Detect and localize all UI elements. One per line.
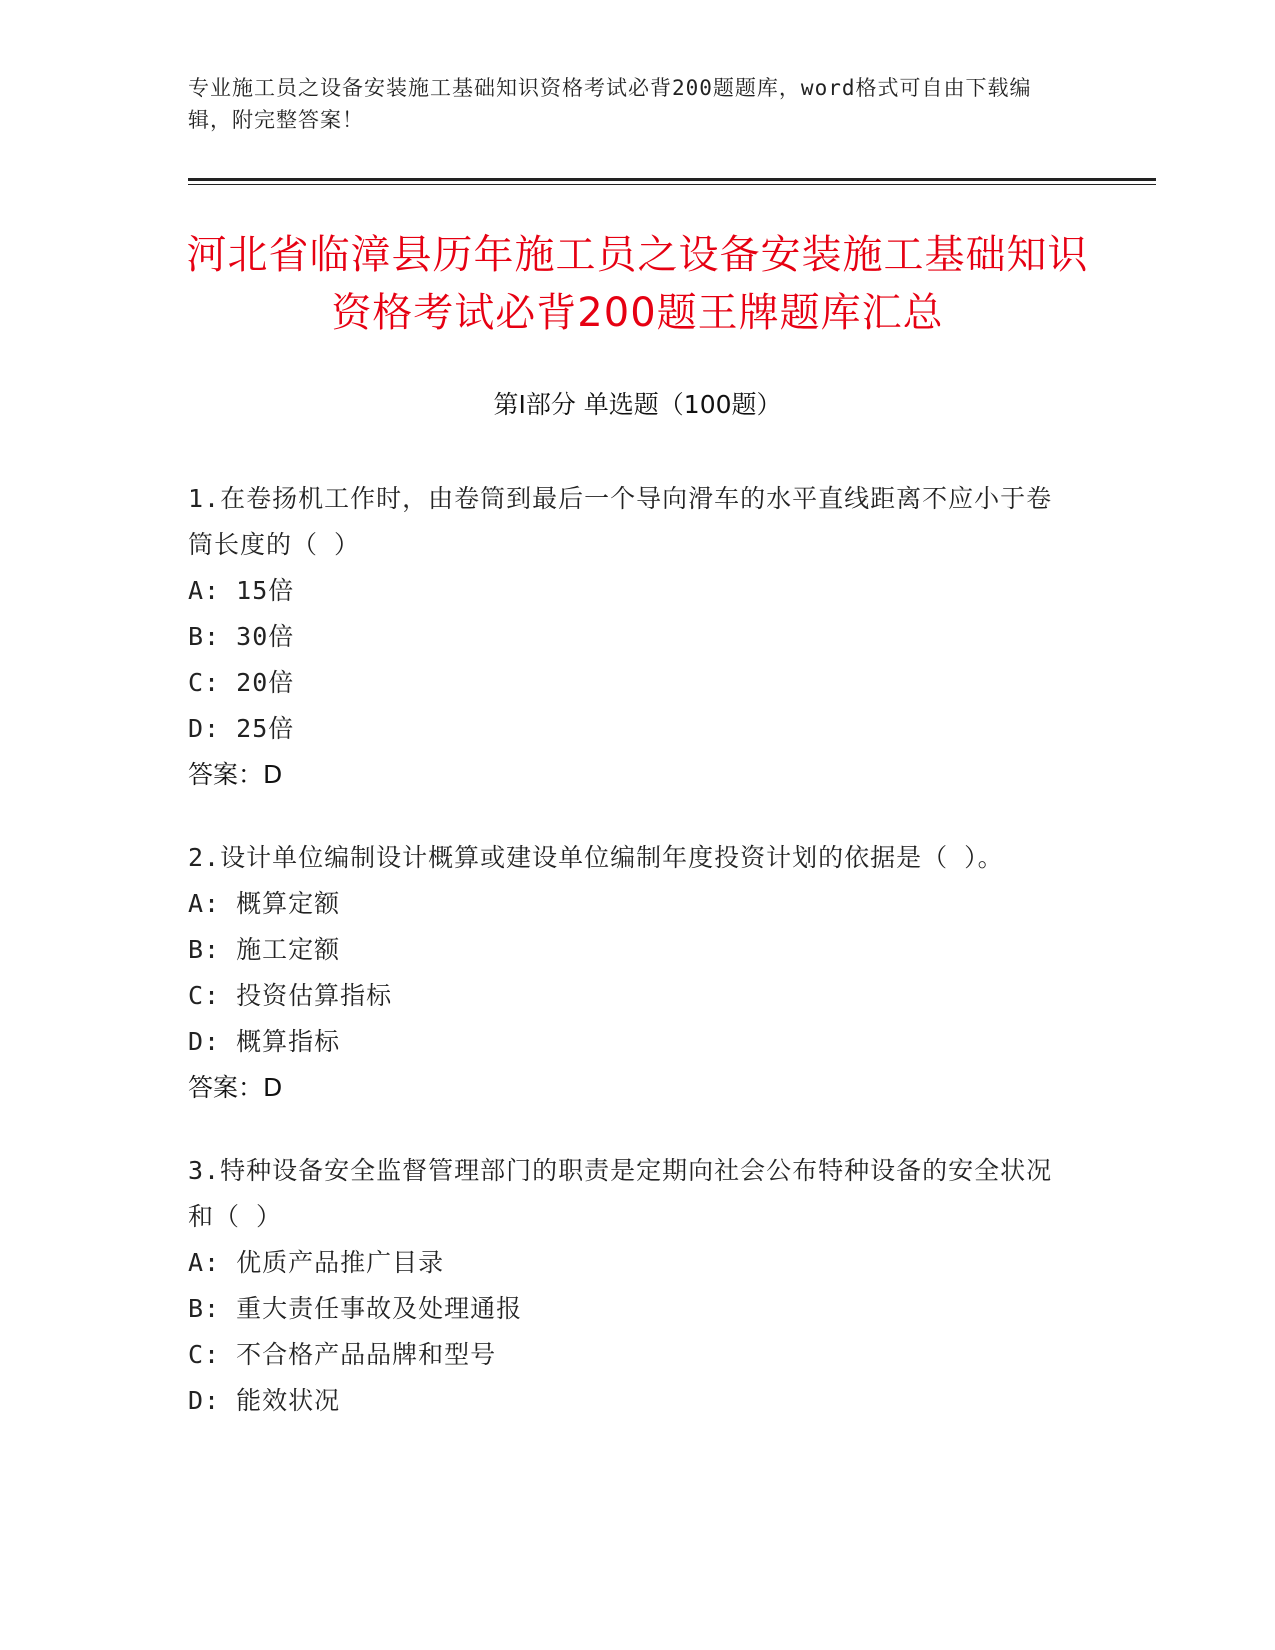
question-2 (188, 835, 1068, 1111)
option-c: C: 投资估算指标 (188, 981, 393, 1010)
option-a: A: 优质产品推广目录 (188, 1248, 445, 1277)
header-note: 专业施工员之设备安装施工基础知识资格考试必背200题题库，word格式可自由下载编辑，附完整答案！ (188, 76, 1032, 132)
header-divider-thick (188, 178, 1156, 181)
question-stem: 2.设计单位编制设计概算或建设单位编制年度投资计划的依据是（ ）。 (188, 843, 1004, 872)
option-c: C: 20倍 (188, 668, 295, 697)
section-heading: 第Ⅰ部分 单选题（100题） (493, 390, 782, 419)
option-c: C: 不合格产品品牌和型号 (188, 1340, 497, 1369)
question-1 (188, 476, 1068, 798)
option-d: D: 能效状况 (188, 1386, 341, 1415)
question-list (188, 476, 1068, 1461)
option-b: B: 重大责任事故及处理通报 (188, 1294, 523, 1323)
option-b: B: 30倍 (188, 622, 295, 651)
option-d: D: 25倍 (188, 714, 295, 743)
document-title: 河北省临漳县历年施工员之设备安装施工基础知识资格考试必背200题王牌题库汇总 (186, 232, 1089, 336)
option-a: A: 概算定额 (188, 889, 341, 918)
header-divider-thin (188, 184, 1156, 185)
question-3 (188, 1148, 1068, 1424)
answer-line: 答案：D (188, 760, 283, 789)
option-b: B: 施工定额 (188, 935, 341, 964)
question-stem: 1.在卷扬机工作时，由卷筒到最后一个导向滑车的水平直线距离不应小于卷筒长度的（ ） (188, 484, 1053, 559)
answer-line: 答案：D (188, 1073, 283, 1102)
option-a: A: 15倍 (188, 576, 295, 605)
option-d: D: 概算指标 (188, 1027, 341, 1056)
question-stem: 3.特种设备安全监督管理部门的职责是定期向社会公布特种设备的安全状况和（ ） (188, 1156, 1053, 1231)
